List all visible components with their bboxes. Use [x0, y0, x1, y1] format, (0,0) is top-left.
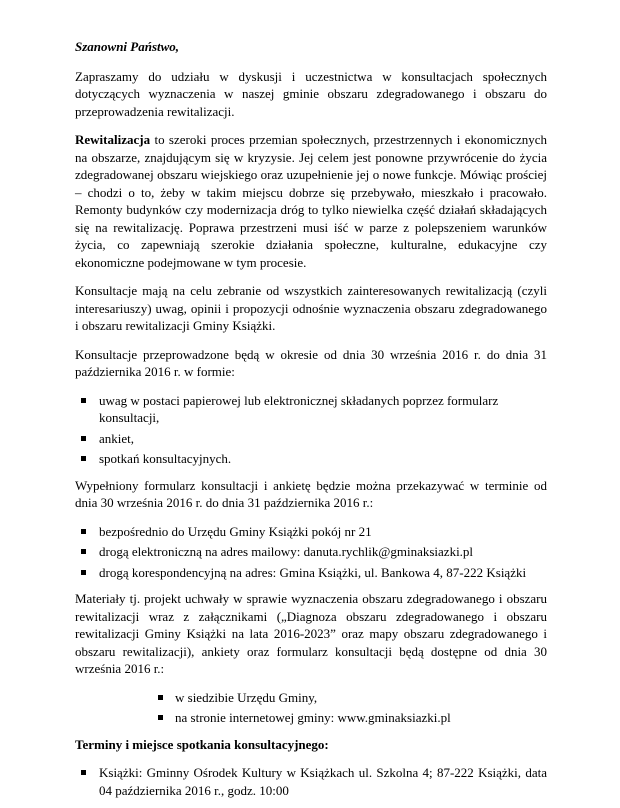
list-item: w siedzibie Urzędu Gminy,: [155, 689, 547, 707]
list-item: bezpośrednio do Urzędu Gminy Książki pokój nr 21: [75, 523, 547, 541]
list-item: ankiet,: [75, 430, 547, 448]
submit-paragraph: Wypełniony formularz konsultacji i ankietę będzie można przekazywać w terminie od dnia 30 września 2016 r. do dnia 31 października 2016 r.:: [75, 477, 547, 510]
revitalization-term: Rewitalizacja: [75, 132, 151, 147]
purpose-paragraph: Konsultacje mają na celu zebranie od wszystkich zainteresowanych rewitalizacją (czyli interesariuszy) uwag, opinii i propozycji odnośnie wyznaczenia obszaru zdegradowanego i obszaru rewitalizacji Gminy Książki.: [75, 283, 547, 333]
revitalization-paragraph: [75, 131, 547, 271]
forms-list: [75, 392, 547, 468]
list-item: spotkań konsultacyjnych.: [75, 450, 547, 468]
list-item: uwag w postaci papierowej lub elektronicznej składanych poprzez formularz konsultacji,: [75, 392, 547, 427]
meetings-heading: Terminy i miejsce spotkania konsultacyjnego:: [75, 736, 329, 752]
period-paragraph: Konsultacje przeprowadzone będą w okresie od dnia 30 września 2016 r. do dnia 31 października 2016 r. w formie:: [75, 346, 547, 379]
list-item: drogą korespondencyjną na adres: Gmina Książki, ul. Bankowa 4, 87-222 Książki: [75, 564, 547, 582]
list-item: na stronie internetowej gminy: www.gminaksiazki.pl: [155, 709, 547, 727]
bullet-icon: [81, 549, 86, 554]
submit-ways-list: [75, 523, 547, 582]
materials-paragraph: Materiały tj. projekt uchwały w sprawie wyznaczenia obszaru zdegradowanego i obszaru rewitalizacji wraz z załącznikami („Diagnoza obszaru zdegradowanego i obszaru rewitalizacji Gminy Książki na lata 2016-2023” oraz mapy obszaru zdegradowanego i obszaru rewitalizacji), ankiety oraz formularz konsultacji będą dostępne od dnia 30 września 2016 r.:: [75, 591, 547, 676]
salutation: Szanowni Państwo,: [75, 39, 180, 54]
intro-paragraph: Zapraszamy do udziału w dyskusji i uczestnictwa w konsultacjach społecznych dotyczących wyznaczenia w naszej gminie obszaru zdegradowanego i obszaru do przeprowadzenia rewitalizacji.: [75, 68, 547, 119]
bullet-icon: [81, 770, 86, 775]
bullet-icon: [81, 456, 86, 461]
bullet-icon: [81, 570, 86, 575]
revitalization-text: to szeroki proces przemian społecznych, przestrzennych i ekonomicznych na obszarze, znajdującym się w kryzysie. Jej celem jest ponowne przywrócenie do życia zdegradowanej obszaru wiejskiego oraz uzupełnienie jej o nowe funkcje. Mówiąc prościej – chodzi o to, żeby w takim miejscu dobrze się przebywało, mieszkało i pracowało. Remonty budynków czy modernizacja dróg to tylko niewielka część działań składających się na rewitalizację. Poprawa przestrzeni musi iść w parze z polepszeniem warunków życia, co zapewniają szerokie działania społeczne, kulturalne, edukacyjne czy ekonomiczne podejmowane w tym procesie.: [75, 132, 547, 270]
materials-places-list: [155, 689, 547, 727]
meetings-list: [75, 764, 547, 799]
bullet-icon: [81, 436, 86, 441]
bullet-icon: [158, 695, 163, 700]
list-item: Książki: Gminny Ośrodek Kultury w Książkach ul. Szkolna 4; 87-222 Książki, data 04 października 2016 r., godz. 10:00: [75, 764, 547, 799]
bullet-icon: [81, 398, 86, 403]
list-item: drogą elektroniczną na adres mailowy: danuta.rychlik@gminaksiazki.pl: [75, 543, 547, 561]
document-page: [75, 38, 547, 808]
bullet-icon: [81, 529, 86, 534]
bullet-icon: [158, 715, 163, 720]
